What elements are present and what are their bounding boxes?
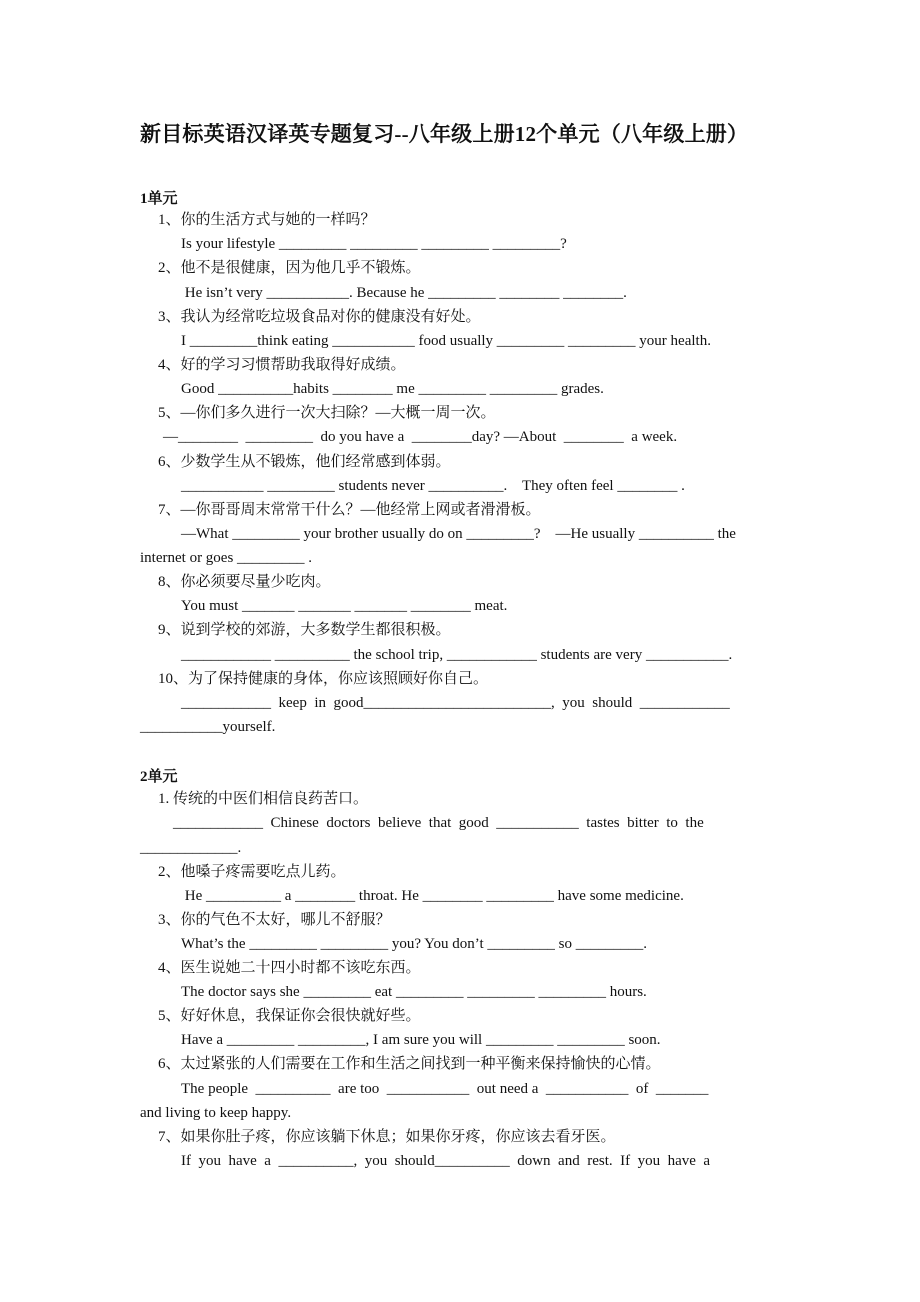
unit1-answer-4: Good __________habits ________ me _________ _________ grades. bbox=[181, 381, 604, 397]
unit1-question-4: 4、好的学习习惯帮助我取得好成绩。 bbox=[158, 357, 406, 373]
unit2-answer-3: What’s the _________ _________ you? You don’t _________ so _________. bbox=[181, 936, 647, 952]
unit2-question-7: 7、如果你肚子疼，你应该躺下休息；如果你牙疼，你应该去看牙医。 bbox=[158, 1129, 616, 1145]
unit1-question-2: 2、他不是很健康，因为他几乎不锻炼。 bbox=[158, 260, 421, 276]
unit2-answer-6-cont: and living to keep happy. bbox=[140, 1105, 292, 1121]
unit1-question-1: 1、你的生活方式与她的一样吗？ bbox=[158, 212, 376, 228]
unit1-question-8: 8、你必须要尽量少吃肉。 bbox=[158, 574, 331, 590]
unit1-question-3: 3、我认为经常吃垃圾食品对你的健康没有好处。 bbox=[158, 309, 481, 325]
unit1-answer-5: —________ _________ do you have a ________day? —About ________ a week. bbox=[163, 429, 678, 445]
unit1-question-7: 7、—你哥哥周末常常干什么？—他经常上网或者滑滑板。 bbox=[158, 502, 541, 518]
unit2-question-1: 1. 传统的中医们相信良药苦口。 bbox=[158, 791, 369, 807]
unit2-question-4: 4、医生说她二十四小时都不该吃东西。 bbox=[158, 960, 421, 976]
unit2-question-5: 5、好好休息，我保证你会很快就好些。 bbox=[158, 1008, 421, 1024]
unit1-answer-7-cont: internet or goes _________ . bbox=[140, 550, 313, 566]
unit1-question-5: 5、—你们多久进行一次大扫除？—大概一周一次。 bbox=[158, 405, 496, 421]
unit1-question-9: 9、说到学校的郊游，大多数学生都很积极。 bbox=[158, 622, 451, 638]
unit1-question-10: 10、为了保持健康的身体，你应该照顾好你自己。 bbox=[158, 671, 489, 687]
unit2-question-2: 2、他嗓子疼需要吃点儿药。 bbox=[158, 864, 346, 880]
unit2-answer-7: If you have a __________, you should__________ down and rest. If you have a bbox=[181, 1153, 711, 1169]
unit2-question-3: 3、你的气色不太好，哪儿不舒服？ bbox=[158, 912, 391, 928]
unit1-heading: 1单元 bbox=[140, 191, 178, 207]
unit1-answer-9: ____________ __________ the school trip, ____________ students are very ___________. bbox=[181, 647, 733, 663]
unit2-answer-4: The doctor says she _________ eat _________ _________ _________ hours. bbox=[181, 984, 647, 1000]
unit2-answer-1-cont: _____________. bbox=[140, 840, 242, 856]
unit1-answer-6: ___________ _________ students never __________. They often feel ________ . bbox=[181, 478, 685, 494]
unit1-answer-7: —What _________ your brother usually do on _________? —He usually __________ the bbox=[181, 526, 736, 542]
unit2-answer-2: He __________ a ________ throat. He ________ _________ have some medicine. bbox=[181, 888, 684, 904]
unit1-answer-10: ____________ keep in good_________________________, you should ____________ bbox=[181, 695, 730, 711]
unit2-answer-5: Have a _________ _________, I am sure you will _________ _________ soon. bbox=[181, 1032, 661, 1048]
unit1-question-6: 6、少数学生从不锻炼，他们经常感到体弱。 bbox=[158, 454, 451, 470]
page-title: 新目标英语汉译英专题复习--八年级上册12个单元（八年级上册） bbox=[140, 122, 749, 146]
unit2-question-6: 6、太过紧张的人们需要在工作和生活之间找到一种平衡来保持愉快的心情。 bbox=[158, 1056, 661, 1072]
unit1-answer-2: He isn’t very ___________. Because he _________ ________ ________. bbox=[181, 285, 627, 301]
unit2-answer-1: ____________ Chinese doctors believe that good ___________ tastes bitter to the bbox=[173, 815, 704, 831]
unit1-answer-3: I _________think eating ___________ food usually _________ _________ your health. bbox=[181, 333, 711, 349]
unit2-answer-6: The people __________ are too ___________ out need a ___________ of _______ bbox=[181, 1081, 709, 1097]
unit1-answer-8: You must _______ _______ _______ ________ meat. bbox=[181, 598, 508, 614]
unit2-heading: 2单元 bbox=[140, 769, 178, 785]
unit1-answer-1: Is your lifestyle _________ _________ _________ _________? bbox=[181, 236, 567, 252]
unit1-answer-10-cont: ___________yourself. bbox=[140, 719, 276, 735]
